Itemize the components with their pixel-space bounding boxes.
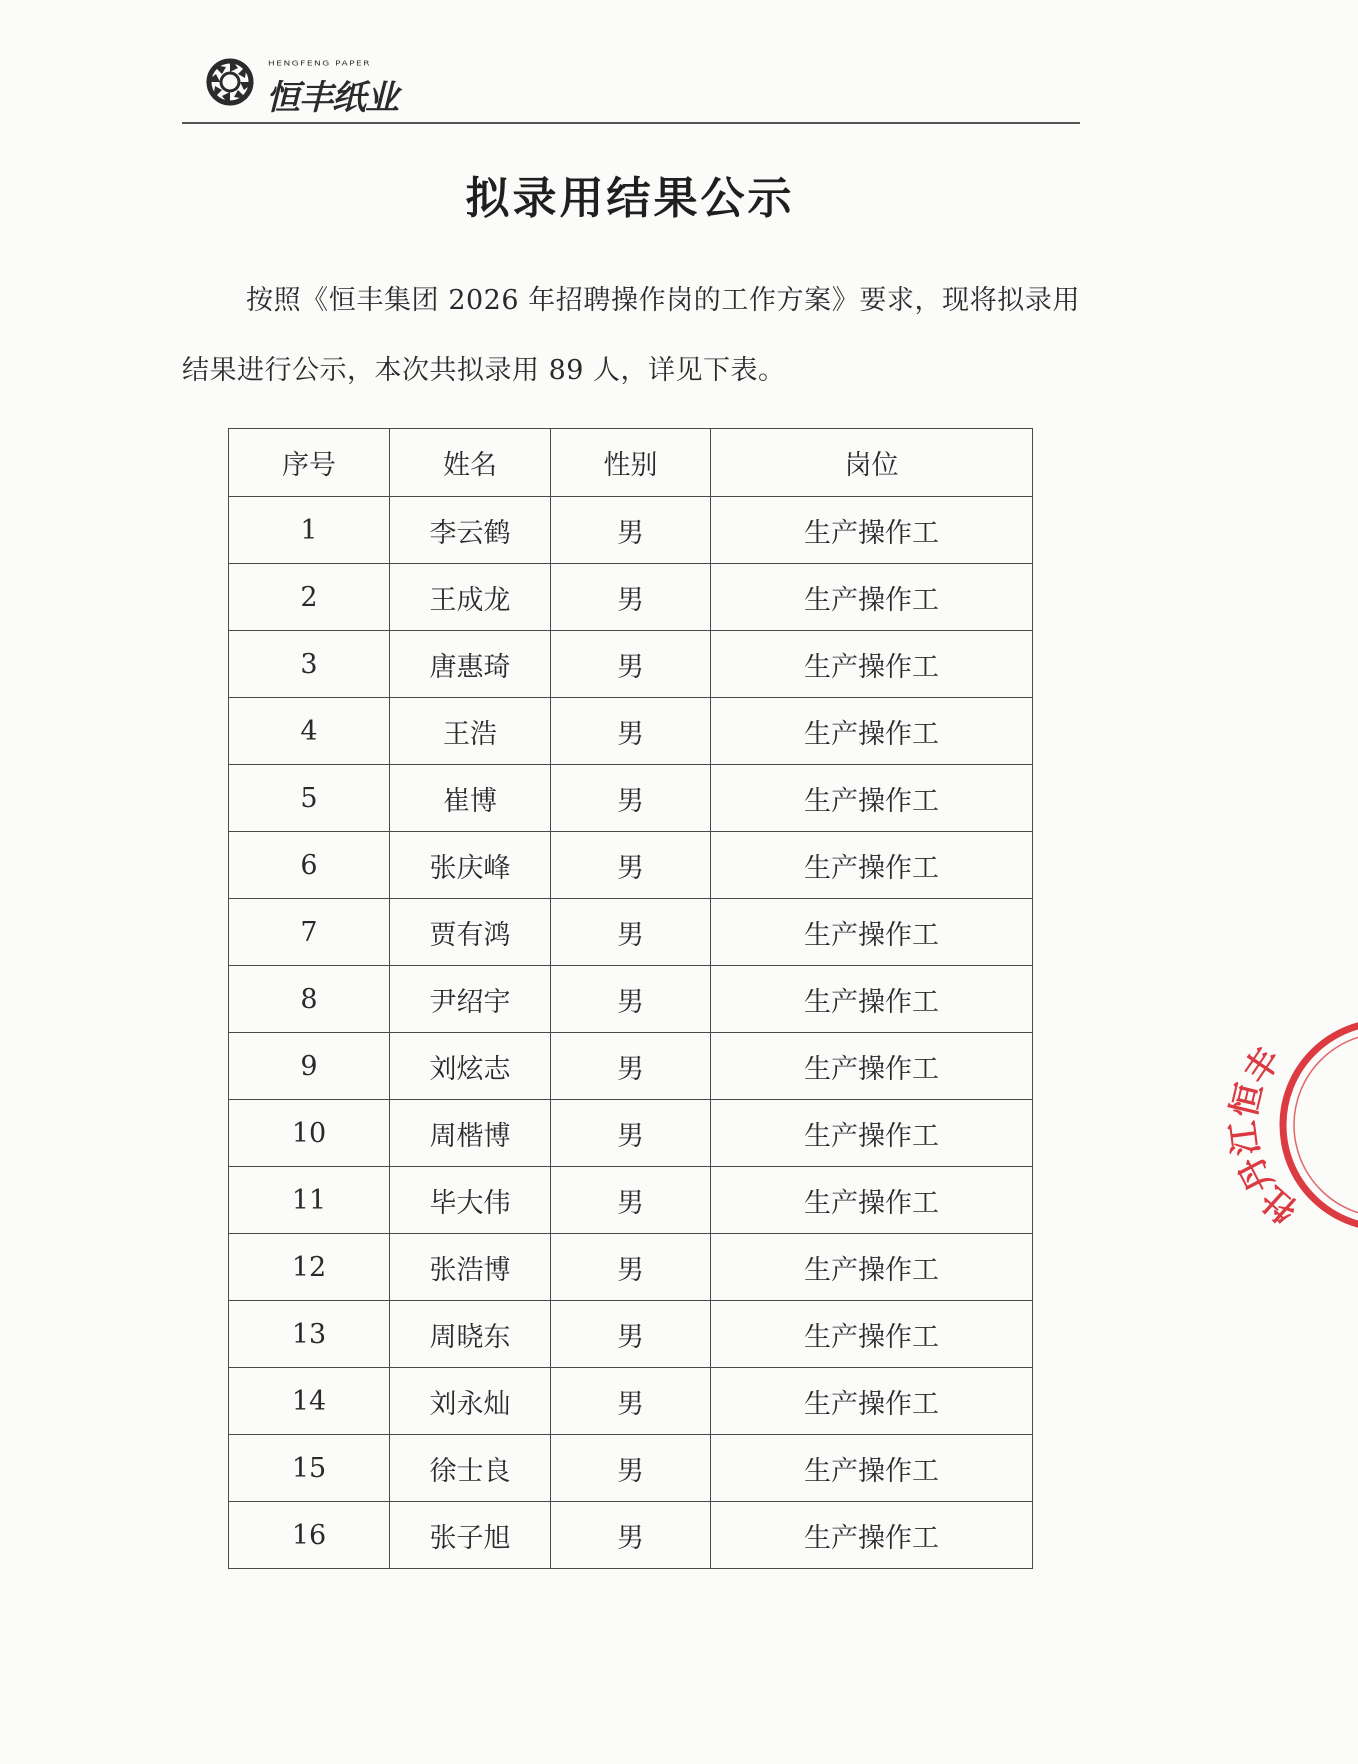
table-header-row [229, 429, 1033, 497]
cell-index: 2 [229, 564, 390, 631]
table-row [229, 1033, 1033, 1100]
official-seal [1208, 1010, 1358, 1240]
header-name: 姓名 [390, 429, 551, 497]
cell-position: 生产操作工 [711, 564, 1033, 631]
cell-position: 生产操作工 [711, 1502, 1033, 1569]
cell-position: 生产操作工 [711, 1167, 1033, 1234]
cell-index: 13 [229, 1301, 390, 1368]
document-title: 拟录用结果公示 [465, 173, 795, 224]
cell-name: 李云鹤 [390, 497, 551, 564]
table-row [229, 1368, 1033, 1435]
cell-gender: 男 [551, 698, 711, 765]
hire-list-table [228, 428, 1033, 1569]
cell-name: 崔博 [390, 765, 551, 832]
cell-gender: 男 [551, 1167, 711, 1234]
table-row [229, 1301, 1033, 1368]
svg-text:牡丹江恒丰 [1223, 1041, 1305, 1231]
cell-gender: 男 [551, 1234, 711, 1301]
table-row [229, 1502, 1033, 1569]
cell-position: 生产操作工 [711, 1033, 1033, 1100]
cell-gender: 男 [551, 899, 711, 966]
cell-index: 1 [229, 497, 390, 564]
table-row [229, 698, 1033, 765]
cell-gender: 男 [551, 1435, 711, 1502]
header-gender: 性别 [551, 429, 711, 497]
cell-index: 6 [229, 832, 390, 899]
table-row [229, 631, 1033, 698]
cell-index: 9 [229, 1033, 390, 1100]
cell-position: 生产操作工 [711, 1435, 1033, 1502]
cell-gender: 男 [551, 765, 711, 832]
cell-index: 14 [229, 1368, 390, 1435]
seal-text: 牡丹江恒丰 [1223, 1040, 1306, 1231]
cell-gender: 男 [551, 1301, 711, 1368]
cell-name: 刘永灿 [390, 1368, 551, 1435]
cell-index: 16 [229, 1502, 390, 1569]
cell-gender: 男 [551, 564, 711, 631]
cell-name: 周楷博 [390, 1100, 551, 1167]
cell-name: 刘炫志 [390, 1033, 551, 1100]
cell-gender: 男 [551, 1100, 711, 1167]
cell-name: 贾有鸿 [390, 899, 551, 966]
cell-name: 王浩 [390, 698, 551, 765]
cell-position: 生产操作工 [711, 832, 1033, 899]
company-logo-icon [202, 54, 258, 110]
cell-name: 唐惠琦 [390, 631, 551, 698]
header-position: 岗位 [711, 429, 1033, 497]
intro-paragraph: 按照《恒丰集团 2026 年招聘操作岗的工作方案》要求，现将拟录用结果进行公示，本次共拟录用 89 人，详见下表。 [182, 285, 1080, 386]
table-row [229, 497, 1033, 564]
cell-position: 生产操作工 [711, 1234, 1033, 1301]
cell-name: 张子旭 [390, 1502, 551, 1569]
cell-name: 毕大伟 [390, 1167, 551, 1234]
cell-index: 8 [229, 966, 390, 1033]
cell-position: 生产操作工 [711, 765, 1033, 832]
table-row [229, 1435, 1033, 1502]
cell-name: 张庆峰 [390, 832, 551, 899]
cell-position: 生产操作工 [711, 966, 1033, 1033]
cell-name: 王成龙 [390, 564, 551, 631]
cell-position: 生产操作工 [711, 899, 1033, 966]
table-row [229, 765, 1033, 832]
table-row [229, 1167, 1033, 1234]
cell-position: 生产操作工 [711, 631, 1033, 698]
cell-gender: 男 [551, 1368, 711, 1435]
table-row [229, 832, 1033, 899]
cell-name: 周晓东 [390, 1301, 551, 1368]
cell-index: 11 [229, 1167, 390, 1234]
cell-name: 尹绍宇 [390, 966, 551, 1033]
cell-gender: 男 [551, 497, 711, 564]
cell-name: 徐士良 [390, 1435, 551, 1502]
table-row [229, 564, 1033, 631]
cell-index: 4 [229, 698, 390, 765]
cell-gender: 男 [551, 1502, 711, 1569]
brand-chinese-name: 恒丰纸业 [266, 78, 398, 118]
cell-index: 3 [229, 631, 390, 698]
table-row [229, 899, 1033, 966]
cell-gender: 男 [551, 832, 711, 899]
header-index: 序号 [229, 429, 390, 497]
cell-name: 张浩博 [390, 1234, 551, 1301]
cell-index: 15 [229, 1435, 390, 1502]
cell-position: 生产操作工 [711, 698, 1033, 765]
cell-index: 10 [229, 1100, 390, 1167]
table-row [229, 1234, 1033, 1301]
header-divider [182, 122, 1080, 124]
cell-gender: 男 [551, 631, 711, 698]
cell-gender: 男 [551, 1033, 711, 1100]
cell-index: 12 [229, 1234, 390, 1301]
cell-gender: 男 [551, 966, 711, 1033]
cell-position: 生产操作工 [711, 1368, 1033, 1435]
brand-english-name: HENGFENG PAPER [268, 60, 371, 68]
cell-position: 生产操作工 [711, 1301, 1033, 1368]
cell-position: 生产操作工 [711, 497, 1033, 564]
cell-index: 7 [229, 899, 390, 966]
table-row [229, 1100, 1033, 1167]
cell-index: 5 [229, 765, 390, 832]
table-row [229, 966, 1033, 1033]
cell-position: 生产操作工 [711, 1100, 1033, 1167]
